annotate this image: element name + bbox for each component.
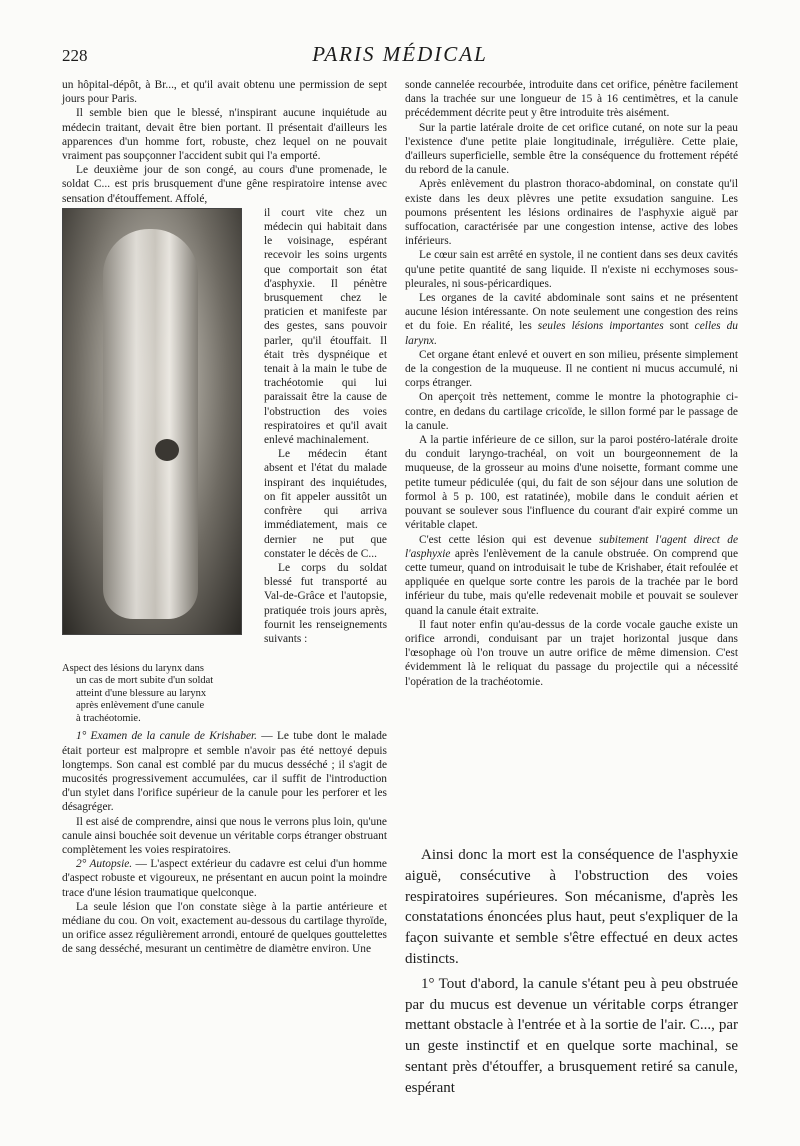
paragraph-body: sont [663, 320, 695, 333]
paragraph: Après enlèvement du plastron thoraco-abdominal, on constate qu'il existe dans les deux plèvres une petite exsudation sanguine. Les poumons présentent les lésions ordinaires de l'asphyxie aiguë par suffocation, caractérisée par une congestion intense, active des lobes inférieurs. [405, 178, 738, 248]
paragraph: A la partie inférieure de ce sillon, sur la paroi postéro-latérale droite du conduit laryngo-trachéal, on voit un bourgeonnement de la muqueuse, de la grosseur au moins d'une noisette, formant comme une petite tumeur pédiculée (qui, du fait de son séjour dans une solution de formol à 5 p. 100, est ratatinée), mobile dans le conduit aérien et pouvant se soulever sous l'influence du courant d'air expiré comme un véritable clapet. [405, 434, 738, 532]
emphasis: subitement l'agent direct de l'asphyxie [405, 533, 738, 560]
paragraph: Sur la partie latérale droite de cet orifice cutané, on note sur la peau l'existence d'une petite plaie longitudinale, irrégulière. Cette plaie, d'ailleurs superficielle, semble être la conséquence du frottement répété du rebord de la canule. [405, 121, 738, 177]
lesion-mark [155, 439, 179, 461]
paragraph: Ainsi donc la mort est la conséquence de l'asphyxie aiguë, consécutive à l'obstruction des voies respiratoires supérieures. Son mécanisme, d'après les constatations énoncées plus haut, peut s'expliquer de la façon suivante et semble s'être effectué en deux actes distincts. [405, 847, 738, 967]
paragraph-body: après l'enlèvement de la canule obstruée. On comprend que cette tumeur, quand on introduisait le tube de Krishaber, était refoulée et appliquée en quelque sorte contre les parois de la trachée par le bord inférieur du tube, mais qu'elle redevenait mobile et pouvait se soulever quand la canule était extraite. [405, 547, 738, 617]
paragraph-body: — L'aspect extérieur du cadavre est celui d'un homme d'aspect robuste et vigoureux, ne présentant en aucun point la moindre trace d'une lésion traumatique quelconque. [62, 858, 387, 899]
paragraph: il court vite chez un médecin qui habitait dans le voisinage, espérant recevoir les soins urgents que comportait son état d'asphyxie. Il pénètre brusquement chez le praticien et manifeste par des gestes, sans pouvoir parler, qu'il étouffait. Il était très dyspnéique et tenait à la main le tube de trachéotomie qui lui paraissait être la cause de l'obstruction des voies respiratoires et qu'il avait enlevé machinalement. [264, 206, 387, 447]
paragraph: un hôpital-dépôt, à Br..., et qu'il avait obtenu une permission de sept jours pour Paris. [62, 79, 387, 106]
large-print-section [405, 845, 738, 1099]
paragraph: La seule lésion que l'on constate siège à la partie antérieure et médiane du cou. On voit, exactement au-dessous du cartilage thyroïde, un orifice assez régulièrement arrondi, entouré de quelques gouttelettes de sang desséché, mesurant un centimètre de diamètre environ. Une [62, 900, 387, 956]
section-label: 2° Autopsie. [76, 858, 133, 871]
paragraph: Il semble bien que le blessé, n'inspirant aucune inquiétude au médecin traitant, devait être bien portant. Il présentait d'ailleurs les apparences d'un homme fort, robuste, chez lequel on ne pouvait vraiment pas soupçonner l'accident subit qui l'a emporté. [62, 107, 387, 163]
emphasis: celles du larynx. [405, 320, 738, 347]
paragraph: On aperçoit très nettement, comme le montre la photographie ci-contre, en dedans du cartilage cricoïde, le sillon formé par le passage de la canule. [405, 391, 738, 432]
figure-caption [62, 663, 252, 726]
paragraph: Le deuxième jour de son congé, au cours d'une promenade, le soldat C... est pris brusquement d'une gêne respiratoire intense avec sensation d'étouffement. Affolé, [62, 164, 387, 205]
paragraph: Cet organe étant enlevé et ouvert en son milieu, présente simplement de la congestion de la muqueuse. Il ne contient ni mucus accumulé, ni corps étranger. [405, 348, 738, 390]
caption-line: à trachéotomie. [76, 712, 141, 724]
figure [62, 208, 252, 726]
paragraph: Le cœur sain est arrêté en systole, il ne contient dans ses deux cavités qu'une petite quantité de sang liquide. Il n'existe ni ecchymoses sous-pleurales, ni sous-péricardiques. [405, 249, 738, 290]
larynx-specimen-image [103, 229, 198, 619]
paragraph [62, 857, 387, 900]
right-column [405, 78, 738, 689]
section-label: 1° Examen de la canule de Krishaber. [76, 730, 258, 743]
emphasis: seules lésions importantes [537, 320, 664, 333]
paragraph [405, 291, 738, 348]
paragraph: Il est aisé de comprendre, ainsi que nous le verrons plus loin, qu'une canule ainsi bouchée soit devenue un véritable corps étranger obstruant complètement les voies respiratoires. [62, 815, 387, 856]
caption-line: un cas de mort subite d'un soldat [76, 675, 214, 687]
paragraph-body: — Le tube dont le malade était porteur est malpropre et semble n'avoir pas été nettoyé depuis longtemps. Son canal est comblé par du mucus desséché ; il s'agit de mucosités progressivement accumulées, car il suffit de l'introduction d'un stylet dans l'orifice supérieur de la canule pour les perforer et les désagréger. [62, 730, 387, 814]
paragraph [405, 533, 738, 618]
paragraph-body: C'est cette lésion qui est devenue [419, 533, 599, 546]
page-number: 228 [62, 46, 88, 65]
paragraph: Il faut noter enfin qu'au-dessus de la corde vocale gauche existe un orifice arrondi, conduisant par un trajet horizontal jusque dans l'œsophage où l'on trouve un autre orifice de même dimension. C'est évidemment là le reliquat du passage du projectile qui a nécessité l'opération de la trachéotomie. [405, 618, 738, 688]
paragraph-body: Les organes de la cavité abdominale sont sains et ne présentent aucune lésion intéressante. On note seulement une congestion des reins et du foie. En réalité, les [405, 292, 738, 333]
caption-line: Aspect des lésions du larynx dans [62, 662, 205, 674]
left-column [62, 78, 387, 957]
page-header [62, 40, 738, 70]
paragraph: Le médecin étant absent et l'état du malade inspirant des inquiétudes, on fit appeler aussitôt un confrère qui arriva immédiatement, mais ce dernier ne put que constater le décès de C... [264, 448, 387, 560]
caption-line: atteint d'une blessure au larynx [76, 687, 207, 699]
paragraph: sonde cannelée recourbée, introduite dans cet orifice, pénètre facilement dans la trachée sur une longueur de 15 à 16 centimètres, et la canule précédemment décrite peut y être introduite très aisément. [405, 79, 738, 120]
paragraph [62, 729, 387, 814]
caption-line: après enlèvement d'une canule [76, 700, 205, 712]
paragraph: Le corps du soldat blessé fut transporté au Val-de-Grâce et l'autopsie, pratiquée trois jours après, fournit les renseignements suivants : [264, 561, 387, 645]
larynx-photograph [62, 208, 242, 635]
paragraph: 1° Tout d'abord, la canule s'étant peu à peu obstruée par du mucus est devenue un véritable corps étranger mettant obstacle à l'entrée et à la sortie de l'air. C..., par un geste instinctif et en quelque sorte machinal, se sentant près d'étouffer, a brusquement retiré sa canule, espérant [405, 975, 738, 1096]
running-title: PARIS MÉDICAL [312, 42, 488, 66]
